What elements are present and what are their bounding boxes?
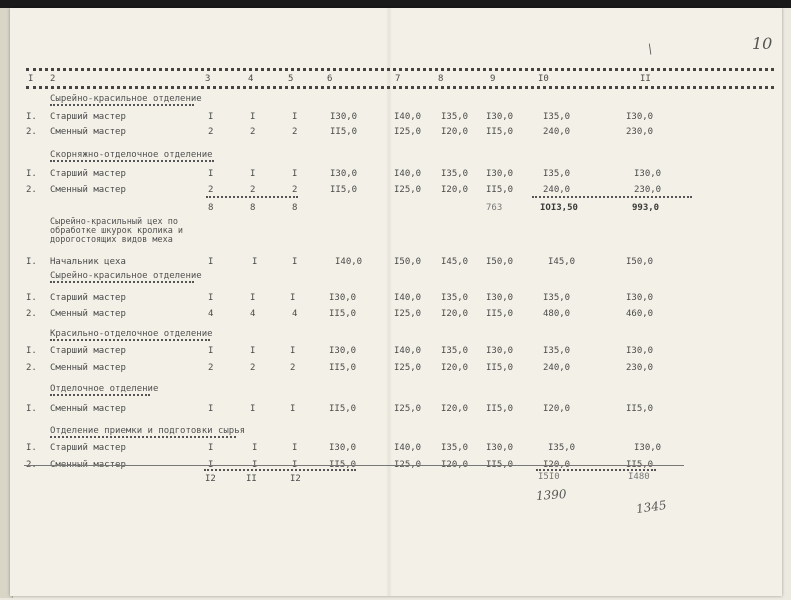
section-underline [50,436,236,438]
row-c11: I30,0 [626,293,654,303]
subtotal-c9: 763 [486,203,503,213]
row-c5: I [292,169,298,179]
row-c9: I30,0 [486,443,514,453]
row-c7: I25,0 [394,404,422,414]
row-number: I. [26,346,37,356]
row-c9: I30,0 [486,169,514,179]
row-c6: II5,0 [330,127,358,137]
row-c4: I [250,169,256,179]
section-title: Красильно-отделочное отделение [50,329,213,339]
subtotal-rule [206,196,298,198]
row-c10: I35,0 [548,443,576,453]
row-c7: I40,0 [394,346,422,356]
row-c6: II5,0 [329,460,357,470]
row-c11: I30,0 [634,443,662,453]
row-c5: 4 [292,309,298,319]
header-top-rule [26,68,774,71]
row-c10: I45,0 [548,257,576,267]
row-number: I. [26,443,37,453]
row-c5: I [290,346,296,356]
section-underline [50,160,214,162]
total-c11: I480 [628,472,650,482]
row-c8: I20,0 [441,127,469,137]
section-underline [50,339,210,341]
row-number: 2. [26,185,37,195]
row-c11: 230,0 [626,363,654,373]
row-c3: I [208,257,214,267]
section-title: Скорняжно-отделочное отделение [50,150,213,160]
row-c5: I [292,257,298,267]
row-c7: I25,0 [394,309,422,319]
row-position: Начальник цеха [50,257,126,267]
row-number: I. [26,293,37,303]
row-c10: I20,0 [543,404,571,414]
row-c10: I35,0 [543,112,571,122]
row-c6: II5,0 [330,185,358,195]
row-c7: I50,0 [394,257,422,267]
subtotal-c5: 8 [292,203,298,213]
row-c10: I20,0 [543,460,571,470]
row-c3: I [208,169,214,179]
row-c11: I30,0 [626,112,654,122]
total-c4: II [246,474,257,484]
row-c10: 240,0 [543,363,571,373]
row-c7: I40,0 [394,169,422,179]
row-c8: I20,0 [441,404,469,414]
row-c10: 240,0 [543,185,571,195]
col-header-7: 7 [395,74,401,84]
col-header-11: II [640,74,651,84]
row-c7: I40,0 [394,443,422,453]
row-c6: II5,0 [329,404,357,414]
row-c3: 4 [208,309,214,319]
row-c11: II5,0 [626,404,654,414]
row-c4: I [250,112,256,122]
row-c4: I [250,293,256,303]
row-c6: I30,0 [329,443,357,453]
row-c3: 2 [208,185,214,195]
col-header-8: 8 [438,74,444,84]
row-c5: 2 [292,185,298,195]
row-number: I. [26,257,37,267]
row-position: Сменный мастер [50,460,126,470]
row-number: 2. [26,460,37,470]
row-c7: I25,0 [394,363,422,373]
row-c5: I [292,112,298,122]
subtotal-c4: 8 [250,203,256,213]
row-c4: 2 [250,185,256,195]
section-title: Отделение приемки и подготовки сырья [50,426,246,436]
row-c11: I30,0 [634,169,662,179]
row-c10: I35,0 [543,293,571,303]
row-c4: I [252,460,258,470]
row-c8: I20,0 [441,460,469,470]
workshop-title: Сырейно-красильный цех по обработке шкурок кролика и дорогостоящих видов меха [50,217,184,245]
row-c5: 2 [290,363,296,373]
section-title: Сырейно-красильное отделение [50,94,202,104]
row-c9: I30,0 [486,346,514,356]
page-fold [386,8,392,596]
row-c11: II5,0 [626,460,654,470]
row-c11: I50,0 [626,257,654,267]
row-c5: I [290,293,296,303]
row-c3: 2 [208,127,214,137]
row-number: I. [26,112,37,122]
col-header-5: 5 [288,74,294,84]
row-c10: 480,0 [543,309,571,319]
row-c3: I [208,460,214,470]
col-header-10: I0 [538,74,549,84]
row-c3: I [208,293,214,303]
row-c9: II5,0 [486,309,514,319]
row-c11: 460,0 [626,309,654,319]
row-c6: I30,0 [330,112,358,122]
row-c7: I25,0 [394,127,422,137]
col-header-4: 4 [248,74,254,84]
row-c4: I [252,443,258,453]
row-c8: I35,0 [441,169,469,179]
handwritten-total: 1390 [535,486,567,504]
row-c8: I35,0 [441,112,469,122]
row-c4: I [250,404,256,414]
col-header-9: 9 [490,74,496,84]
section-title: Отделочное отделение [50,384,159,394]
total-c10: I5I0 [538,472,560,482]
row-c6: I30,0 [329,346,357,356]
header-bottom-rule [26,86,774,89]
row-position: Сменный мастер [50,309,126,319]
row-c9: I30,0 [486,112,514,122]
row-position: Сменный мастер [50,127,126,137]
row-c9: II5,0 [486,404,514,414]
total-c3: I2 [205,474,216,484]
row-position: Старший мастер [50,112,126,122]
row-c10: I35,0 [543,346,571,356]
strike-line [24,465,684,466]
row-c7: I25,0 [394,460,422,470]
row-c7: I25,0 [394,185,422,195]
col-header-6: 6 [327,74,333,84]
row-c4: 2 [250,363,256,373]
row-number: I. [26,169,37,179]
row-c5: 2 [292,127,298,137]
row-c11: 230,0 [626,127,654,137]
subtotal-c3: 8 [208,203,214,213]
section-underline [50,281,194,283]
row-c8: I20,0 [441,309,469,319]
section-title: Сырейно-красильное отделение [50,271,202,281]
row-c3: I [208,404,214,414]
row-c9: I50,0 [486,257,514,267]
col-header-1: I [28,74,34,84]
row-c3: I [208,443,214,453]
row-c6: I40,0 [335,257,363,267]
row-c9: I30,0 [486,293,514,303]
row-position: Старший мастер [50,169,126,179]
row-c3: I [208,112,214,122]
row-c8: I35,0 [441,293,469,303]
row-c4: 4 [250,309,256,319]
page-number: 10 [752,34,773,53]
row-c8: I45,0 [441,257,469,267]
row-c9: II5,0 [486,127,514,137]
handwritten-total: 1345 [635,497,668,517]
row-c10: 240,0 [543,127,571,137]
row-position: Старший мастер [50,443,126,453]
row-number: 2. [26,127,37,137]
row-c9: II5,0 [486,185,514,195]
row-c4: I [250,346,256,356]
row-position: Сменный мастер [50,185,126,195]
row-position: Старший мастер [50,346,126,356]
row-c8: I20,0 [441,185,469,195]
col-header-3: 3 [205,74,211,84]
row-c6: I30,0 [330,169,358,179]
row-c6: II5,0 [329,363,357,373]
subtotal-c11: 993,0 [632,203,660,213]
row-position: Сменный мастер [50,363,126,373]
col-header-2: 2 [50,74,56,84]
row-c8: I35,0 [441,346,469,356]
row-position: Сменный мастер [50,404,126,414]
row-c3: I [208,346,214,356]
row-c8: I20,0 [441,363,469,373]
total-rule [204,469,356,471]
row-c7: I40,0 [394,112,422,122]
section-underline [50,394,150,396]
subtotal-c10: IOI3,50 [540,203,578,213]
row-position: Старший мастер [50,293,126,303]
row-number: 2. [26,309,37,319]
row-c5: I [290,404,296,414]
row-c9: II5,0 [486,363,514,373]
row-number: I. [26,404,37,414]
row-number: 2. [26,363,37,373]
row-c8: I35,0 [441,443,469,453]
row-c4: 2 [250,127,256,137]
row-c9: II5,0 [486,460,514,470]
row-c7: I40,0 [394,293,422,303]
total-c5: I2 [290,474,301,484]
row-c10: I35,0 [543,169,571,179]
pen-mark: / [644,42,656,56]
section-underline [50,104,194,106]
row-c6: II5,0 [329,309,357,319]
row-c5: I [292,443,298,453]
row-c3: 2 [208,363,214,373]
row-c4: I [252,257,258,267]
total-rule [536,469,656,471]
row-c6: I30,0 [329,293,357,303]
subtotal-rule [532,196,692,198]
row-c5: I [292,460,298,470]
row-c11: I30,0 [626,346,654,356]
row-c11: 230,0 [634,185,662,195]
